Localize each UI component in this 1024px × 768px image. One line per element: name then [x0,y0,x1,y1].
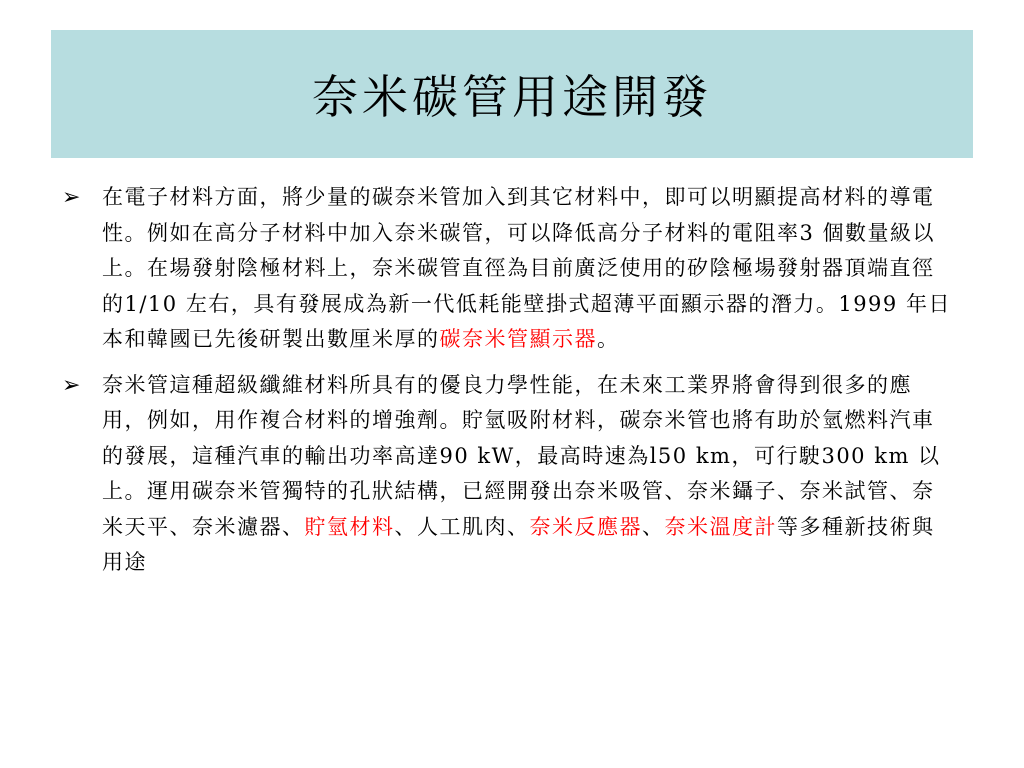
bullet-text [102,368,952,581]
highlighted-term: 碳奈米管顯示器 [439,327,597,351]
text-segment: 。 [597,327,620,351]
highlighted-term: 奈米溫度計 [664,514,777,539]
highlighted-term: 貯氫材料 [304,514,395,539]
arrowhead-bullet-icon: ➢ [62,185,81,210]
text-segment: 、人工肌肉、 [394,514,530,539]
slide-title: 奈米碳管用途開發 [312,70,712,124]
bullet-text [102,180,952,358]
bullet-item [62,368,962,581]
text-segment: 奈米管這種超級纖維材料所具有的優良力學性能，在未來工業界將會得到很多的應用，例如，用作複合材料的增強劑。貯氫吸附材料，碳奈米管也將有助於氫燃料汽車的發展，這種汽車的輸出功率高達90 kW，最高時速為l50 km，可行駛300 km 以上。運用碳奈米管獨特的孔狀結構，已經開發出奈米吸管、奈米鑷子、奈米試管、奈米天平、奈米濾器、 [102,372,941,539]
bullet-item [62,180,962,358]
text-segment: 、 [642,514,665,539]
text-segment: 在電子材料方面，將少量的碳奈米管加入到其它材料中，即可以明顯提高材料的導電性。例如在高分子材料中加入奈米碳管，可以降低高分子材料的電阻率3 個數量級以上。在場發射陰極材料上，奈米碳管直徑為目前廣泛使用的矽陰極場發射器頂端直徑的1/10 左右，具有發展成為新一代低耗能壁掛式超薄平面顯示器的潛力。1999 年日本和韓國已先後研製出數厘米厚的 [102,185,951,351]
slide-body [62,180,962,591]
title-bar [51,30,973,158]
highlighted-term: 奈米反應器 [529,514,642,539]
arrowhead-bullet-icon: ➢ [62,372,81,398]
text-segment: 等多種新技術與用途 [102,514,935,574]
